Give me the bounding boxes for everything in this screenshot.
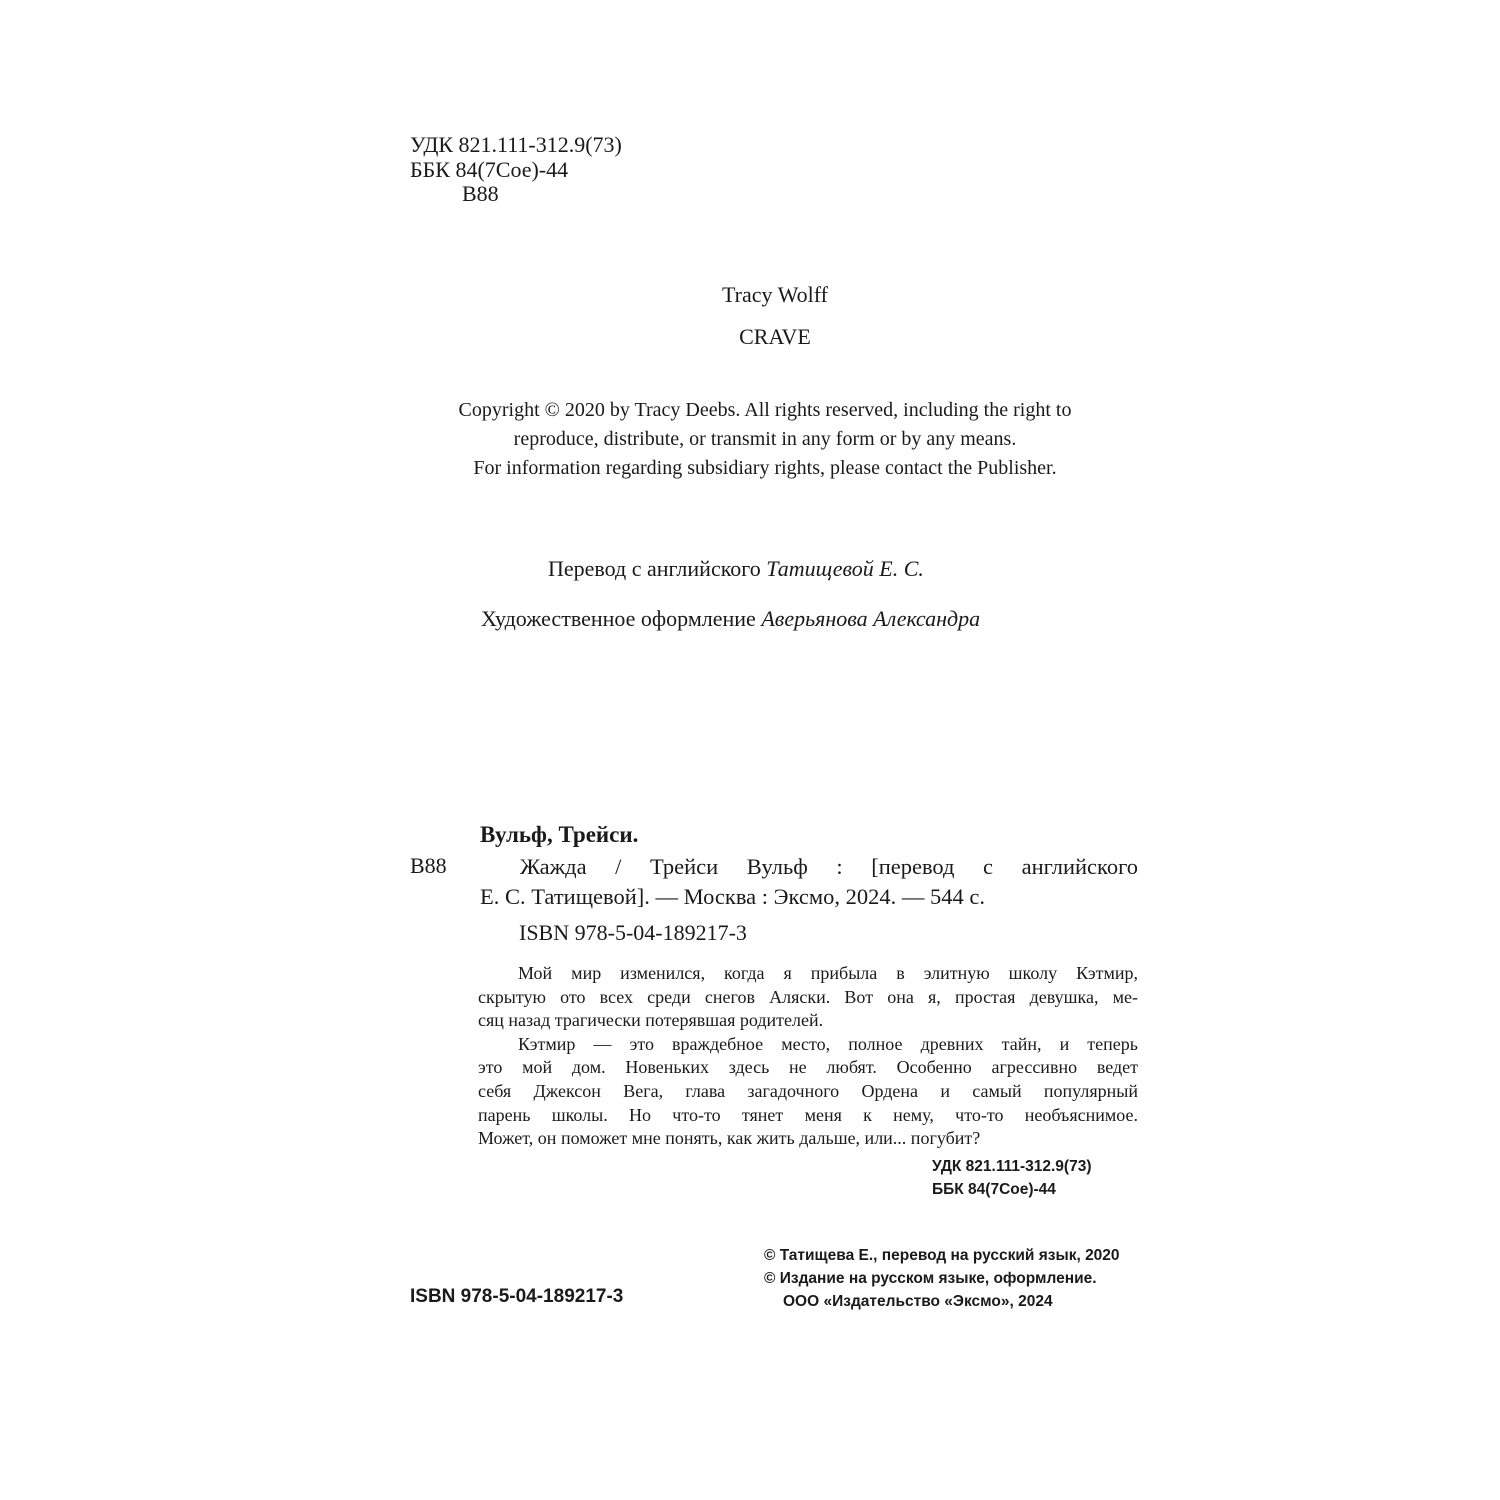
annotation-line: это мой дом. Новеньких здесь не любят. Особенно агрессивно ведет [478, 1057, 1138, 1078]
card-isbn: ISBN 978-5-04-189217-3 [519, 920, 747, 945]
card-entry-line: Е. С. Татищевой]. — Москва : Эксмо, 2024. — 544 с. [480, 884, 985, 909]
translator-name: Татищевой Е. С. [766, 556, 924, 581]
copyright-notice [0, 396, 1500, 483]
annotation-line: Мой мир изменился, когда я прибыла в элитную школу Кэтмир, [518, 963, 1138, 983]
annotation-line: парень школы. Но что-то тянет меня к нему, что-то необъяснимое. [478, 1104, 1138, 1125]
card-entry [480, 852, 1138, 912]
copyright-line: Copyright © 2020 by Tracy Deebs. All rights reserved, including the right to [458, 399, 1072, 421]
annotation-line: себя Джексон Вега, глава загадочного Ордена и самый популярный [478, 1080, 1138, 1101]
original-title: CRAVE [739, 324, 811, 349]
bbk-code: ББК 84(7Сое)-44 [410, 157, 569, 182]
translation-copyright: © Татищева Е., перевод на русский язык, 2020 [764, 1247, 1120, 1264]
card-entry-line: Жажда / Трейси Вульф : [перевод с английского [520, 854, 1138, 879]
annotation-line: сяц назад трагически потерявшая родителей. [478, 1010, 824, 1031]
translation-credit [548, 556, 924, 582]
card-author-mark: В88 [410, 853, 447, 878]
annotation [478, 962, 1138, 1151]
copyright-line: For information regarding subsidiary rights, please contact the Publisher. [473, 457, 1057, 479]
publisher-copyright: ООО «Издательство «Эксмо», 2024 [783, 1293, 1053, 1310]
author-mark: В88 [462, 181, 499, 206]
card-author: Вульф, Трейси. [480, 822, 639, 847]
original-author: Tracy Wolff [722, 282, 828, 307]
copyright-line: reproduce, distribute, or transmit in any form or by any means. [513, 428, 1017, 450]
annotation-line: скрытую ото всех среди снегов Аляски. Вот она я, простая девушка, ме- [478, 986, 1138, 1007]
art-label: Художественное оформление [481, 606, 756, 631]
isbn-bottom: ISBN 978-5-04-189217-3 [410, 1286, 624, 1307]
card-udk: УДК 821.111-312.9(73) [932, 1158, 1092, 1175]
translation-label: Перевод с английского [548, 556, 761, 581]
udk-code: УДК 821.111-312.9(73) [410, 132, 622, 157]
edition-copyright: © Издание на русском языке, оформление. [764, 1270, 1097, 1287]
artist-name: Аверьянова Александра [761, 606, 981, 631]
annotation-line: Может, он поможет мне понять, как жить дальше, или... погубит? [478, 1128, 981, 1149]
card-bbk: ББК 84(7Сое)-44 [932, 1181, 1056, 1198]
art-credit [481, 606, 980, 632]
annotation-line: Кэтмир — это враждебное место, полное древних тайн, и теперь [518, 1033, 1138, 1054]
